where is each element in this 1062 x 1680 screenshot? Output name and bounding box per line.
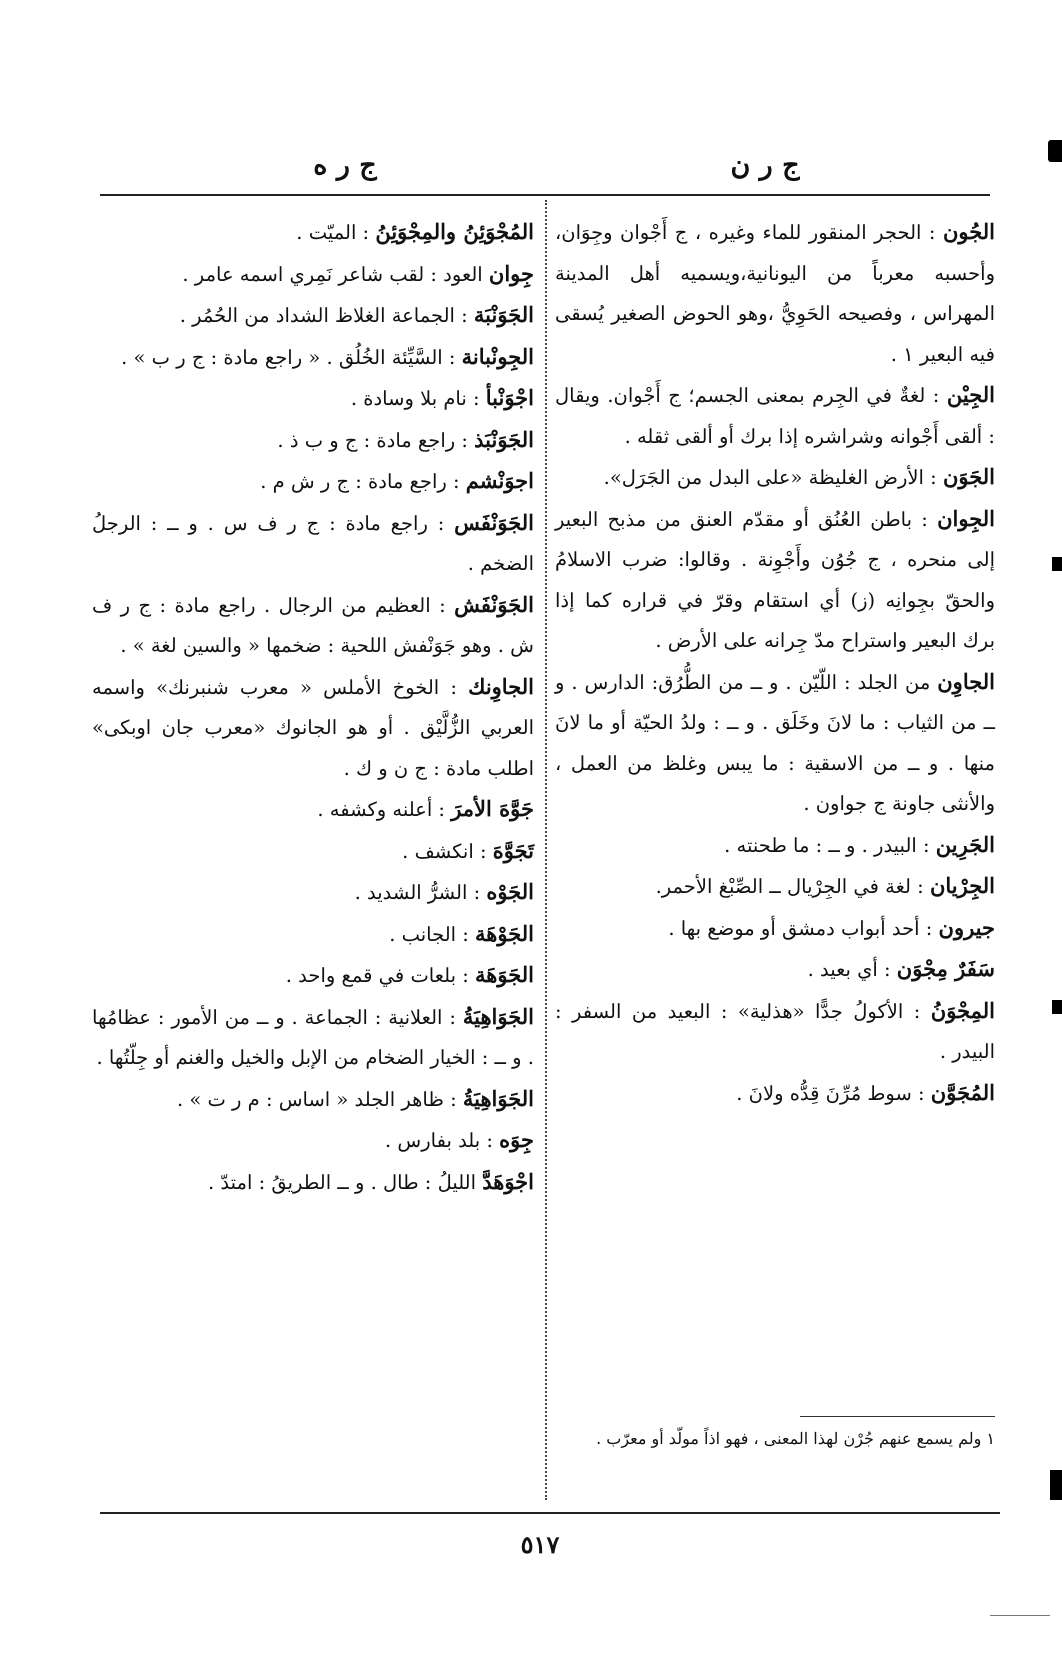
dictionary-entry [555,457,995,499]
entry-definition: : الشرُّ الشديد . [354,881,487,904]
entry-headword: الجِونْبانة [461,343,534,369]
dictionary-entry [92,667,534,790]
entry-definition: : البيدر . و ــ : ما طحنته . [724,833,936,857]
entry-headword: الجَوَنْبَذ [474,426,534,452]
entry-headword: المِجْوَنُ [930,997,995,1023]
entry-headword: الجاوِن [937,668,995,694]
right-column [555,212,995,1114]
dictionary-entry [555,866,995,908]
dictionary-entry [92,461,534,503]
dictionary-entry [555,499,995,662]
entry-headword: الجَوَاهِيَةُ [462,1085,534,1111]
entry-headword: الجِرْيان [929,873,995,898]
dictionary-entry [555,212,995,375]
entry-definition: : العلانية : الجماعة . و ــ من الأمور : عظامُها . و ــ : الخيار الضخام من الإبل والخيل والغنم أو جِلّتُها . [92,1005,534,1069]
entry-headword: المُجْوَئِنُ والمِجْوَئِنُ [375,219,534,244]
header-rule [100,194,990,196]
dictionary-entry [555,991,995,1073]
dictionary-entry [92,254,534,296]
dictionary-entry [555,949,995,991]
entry-headword: الجَوَن [942,464,995,489]
entry-definition: : بلعات في قمع واحد . [285,964,476,987]
entry-definition: من الجلد : اللّيّن . و ــ من الطُّرُق: الدارس . و ــ من الثياب : ما لانَ وخَلَق . و ــ : ولدُ الحيّة أو ما لانَ منها . و ــ من الاسقية : ما يبس وغلظ من العمل ، والأنثى جاونة ج جواون . [555,670,995,815]
dictionary-entry [92,503,534,585]
entry-definition: : سوط مُرِّنَ قِدُّه ولانَ . [736,1081,931,1105]
entry-headword: الجَوَنْفَش [454,591,534,617]
entry-headword: الجَوَنْفَس [454,509,534,535]
entry-headword: الجَوْه [486,879,534,904]
entry-definition: : راجع مادة : ج و ب ذ . [277,428,475,452]
entry-headword: سَفَرٌ مِجْوَن [896,956,995,981]
page-edge-mark [1052,1000,1062,1014]
dictionary-entry [92,378,534,420]
entry-definition: : الأكولُ جدًّا «هذلية» : البعيد من السفر : البيدر . [555,999,995,1063]
entry-definition: : بلد بفارس . [385,1129,500,1152]
entry-headword: اجْوَهَدَّ [482,1168,534,1194]
entry-definition: العود : لقب شاعر نَمِري اسمه عامر . [182,262,489,286]
dictionary-entry [92,872,534,914]
entry-headword: الجَوَنْبَة [473,302,534,327]
entry-headword: جِوَه [499,1127,534,1152]
page-edge-mark [1050,1470,1062,1500]
dictionary-entry [92,831,534,873]
dictionary-entry [92,1120,534,1162]
footnote: ١ ولم يسمع عنهم جُرْن لهذا المعنى ، فهو اذاً مولّد أو معرّب . [596,1429,995,1448]
entry-definition: : السَّيِّئة الخُلُق . « راجع مادة : ج ر ب » . [121,345,462,369]
page-edge-mark [1048,140,1062,162]
entry-definition: : باطن العُنُق أو مقدّم العنق من مذبح البعير إلى منحره ، ج جُوُن وأَجْوِنة . وقالوا: ضرب الاسلامُ والحقّ بجِوانِه (ز) أي استقام وقرّ في قراره كما إذا برك البعير واستراح مدّ جِرانه على الأرض . [555,507,995,652]
dictionary-entry [92,1162,534,1204]
entry-definition: : الأرض الغليظة «على البدل من الجَرَل». [603,466,943,489]
entry-definition: : لغةٌ في الجِرم بمعنى الجسم؛ ج أَجْوان. ويقال : ألقى أَجْوانه وشراشره إذا برك أو ألقى ثقله . [555,384,995,448]
running-head-right: ج ر ن [730,150,800,181]
entry-headword: اجوَنْشم [465,468,534,493]
entry-definition: : الجانب . [389,922,476,946]
entry-definition: : الجماعة الغلاظ الشداد من الحُمُر . [179,304,474,327]
entry-headword: تَجَوَّهَ [492,837,534,863]
entry-definition: : الميّت . [296,221,376,244]
entry-definition: : الحجر المنقور للماء وغيره ، ج أَجْوان وجِوَان، وأحسبه معرباً من اليونانية،ويسميه أهل المدينة المهراس ، وفصيحه الحَوِيُّ ،وهو الحوض الصغير يُسقى فيه البعير ١ . [555,221,995,366]
entry-definition: الليلُ : طال . و ــ الطريقُ : امتدّ . [207,1170,483,1194]
dictionary-entry [92,420,534,462]
entry-definition: : انكشف . [402,839,493,863]
entry-definition: : راجع مادة : ج ر ف س . و ــ : الرجلُ الضخم . [92,511,534,575]
entry-headword: جِوان [488,260,534,286]
entry-headword: الجِيْن [946,382,995,407]
entry-headword: الجَوْهَة [475,920,534,946]
entry-headword: المُجَوَّن [930,1079,995,1105]
entry-headword: الجَوَهَة [475,962,534,987]
column-divider [545,200,547,1500]
entry-definition: : لغة في الجِرْيال ــ الصِّبْغ الأحمر. [655,875,930,898]
dictionary-entry [555,825,995,867]
dictionary-entry [555,1073,995,1115]
entry-headword: الجُون [942,219,995,244]
entry-headword: الجَرِين [935,831,995,857]
page-edge-line [990,1615,1050,1616]
dictionary-entry [555,662,995,825]
entry-headword: جَوَّهَ الأمرَ [451,796,534,821]
entry-headword: جيرون [938,914,995,940]
dictionary-entry [92,914,534,956]
entry-definition: : العظيم من الرجال . راجع مادة : ج ر ف ش . وهو جَوَنْفش اللحية : ضخمها « والسين لغة » . [92,593,534,657]
entry-definition: : راجع مادة : ج ر ش م . [260,470,466,493]
dictionary-entry [92,955,534,997]
footer-rule [100,1512,1000,1514]
footnote-rule [800,1416,995,1417]
entry-definition: : نام بلا وسادة . [350,387,486,410]
dictionary-entry [92,337,534,379]
entry-headword: الجِوان [937,505,995,531]
entry-headword: الجاوِنك [468,673,534,699]
dictionary-entry [92,1079,534,1121]
dictionary-entry [92,789,534,831]
entry-definition: : ظاهر الجلد « اساس : م ر ت » . [176,1087,463,1111]
page-number: ٥١٧ [520,1530,560,1559]
dictionary-entry [92,212,534,254]
entry-definition: : أحد أبواب دمشق أو موضع بها . [668,916,939,940]
dictionary-entry [92,295,534,337]
entry-definition: : أي بعيد . [807,958,897,981]
page-edge-mark [1052,557,1062,571]
dictionary-entry [92,585,534,667]
entry-headword: اجْوَنْبأ [485,385,534,410]
entry-headword: الجَوَاهِيَةُ [462,1003,534,1029]
left-column [92,212,534,1203]
entry-definition: : أعلنه وكشفه . [317,798,452,821]
entry-definition: : الخوخ الأملس « معرب شنبرنك» واسمه العربي الزُّلَّيْق . أو هو الجانوك «معرب جان اوبكى» اطلب مادة : ج ن و ك . [92,675,534,780]
running-head-left: ج ر ه [313,150,377,181]
dictionary-entry [92,997,534,1079]
dictionary-entry [555,908,995,950]
dictionary-entry [555,375,995,457]
